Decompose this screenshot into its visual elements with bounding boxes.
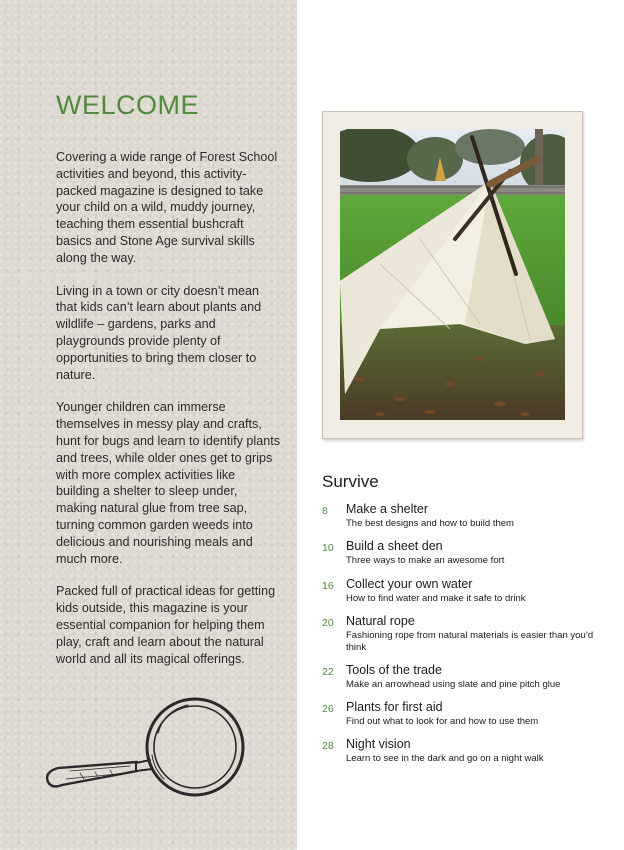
toc-item-description: Fashioning rope from natural materials is easier than you’d think [346, 630, 594, 654]
toc-item-title: Natural rope [346, 614, 415, 628]
toc-item-title: Collect your own water [346, 577, 473, 591]
intro-paragraph: Covering a wide range of Forest School activities and beyond, this activity-packed magazine is designed to take your child on a wild, muddy journey, teaching them essential bushcraft basics and Stone Age survival skills along the way. [56, 150, 278, 265]
toc-item-description: Learn to see in the dark and go on a night walk [346, 753, 544, 764]
toc-item-title: Build a sheet den [346, 539, 443, 553]
toc-page-number: 22 [322, 666, 334, 678]
toc-item-description: Make an arrowhead using slate and pine pitch glue [346, 679, 561, 690]
toc-item-description: How to find water and make it safe to drink [346, 593, 526, 604]
toc-page-number: 26 [322, 703, 334, 715]
left-panel [0, 0, 297, 850]
magnifying-glass-icon [40, 695, 255, 810]
photo-frame [322, 111, 583, 439]
toc-item-title: Make a shelter [346, 502, 428, 516]
sheet-tent-photo [340, 129, 565, 420]
intro-paragraph: Living in a town or city doesn’t mean that kids can’t learn about plants and wildlife – gardens, parks and playgrounds provide plenty of opportunities to bring them closer to nature. [56, 283, 262, 382]
toc-page-number: 8 [322, 505, 328, 517]
toc-item-description: Three ways to make an awesome fort [346, 555, 505, 566]
toc-page-number: 16 [322, 580, 334, 592]
toc-page-number: 20 [322, 617, 334, 629]
section-title-survive: Survive [322, 472, 379, 491]
toc-page-number: 10 [322, 542, 334, 554]
toc-item-description: Find out what to look for and how to use them [346, 716, 539, 727]
toc-item-title: Night vision [346, 737, 411, 751]
toc-item-title: Tools of the trade [346, 663, 442, 677]
welcome-title: WELCOME [56, 90, 200, 120]
intro-text [56, 149, 281, 683]
toc-page-number: 28 [322, 740, 334, 752]
intro-paragraph: Younger children can immerse themselves in messy play and crafts, hunt for bugs and learn to identify plants and trees, while older ones get to grips with more complex activities like building a shelter to sleep under, making natural glue from tree sap, turning common garden weeds into delicious and nourishing meals and much more. [56, 400, 281, 566]
toc-item-description: The best designs and how to build them [346, 518, 514, 529]
intro-paragraph: Packed full of practical ideas for getting kids outside, this magazine is your essential companion for helping them play, craft and learn about the natural world and all its magical offerings. [56, 584, 276, 666]
toc-item-title: Plants for first aid [346, 700, 443, 714]
